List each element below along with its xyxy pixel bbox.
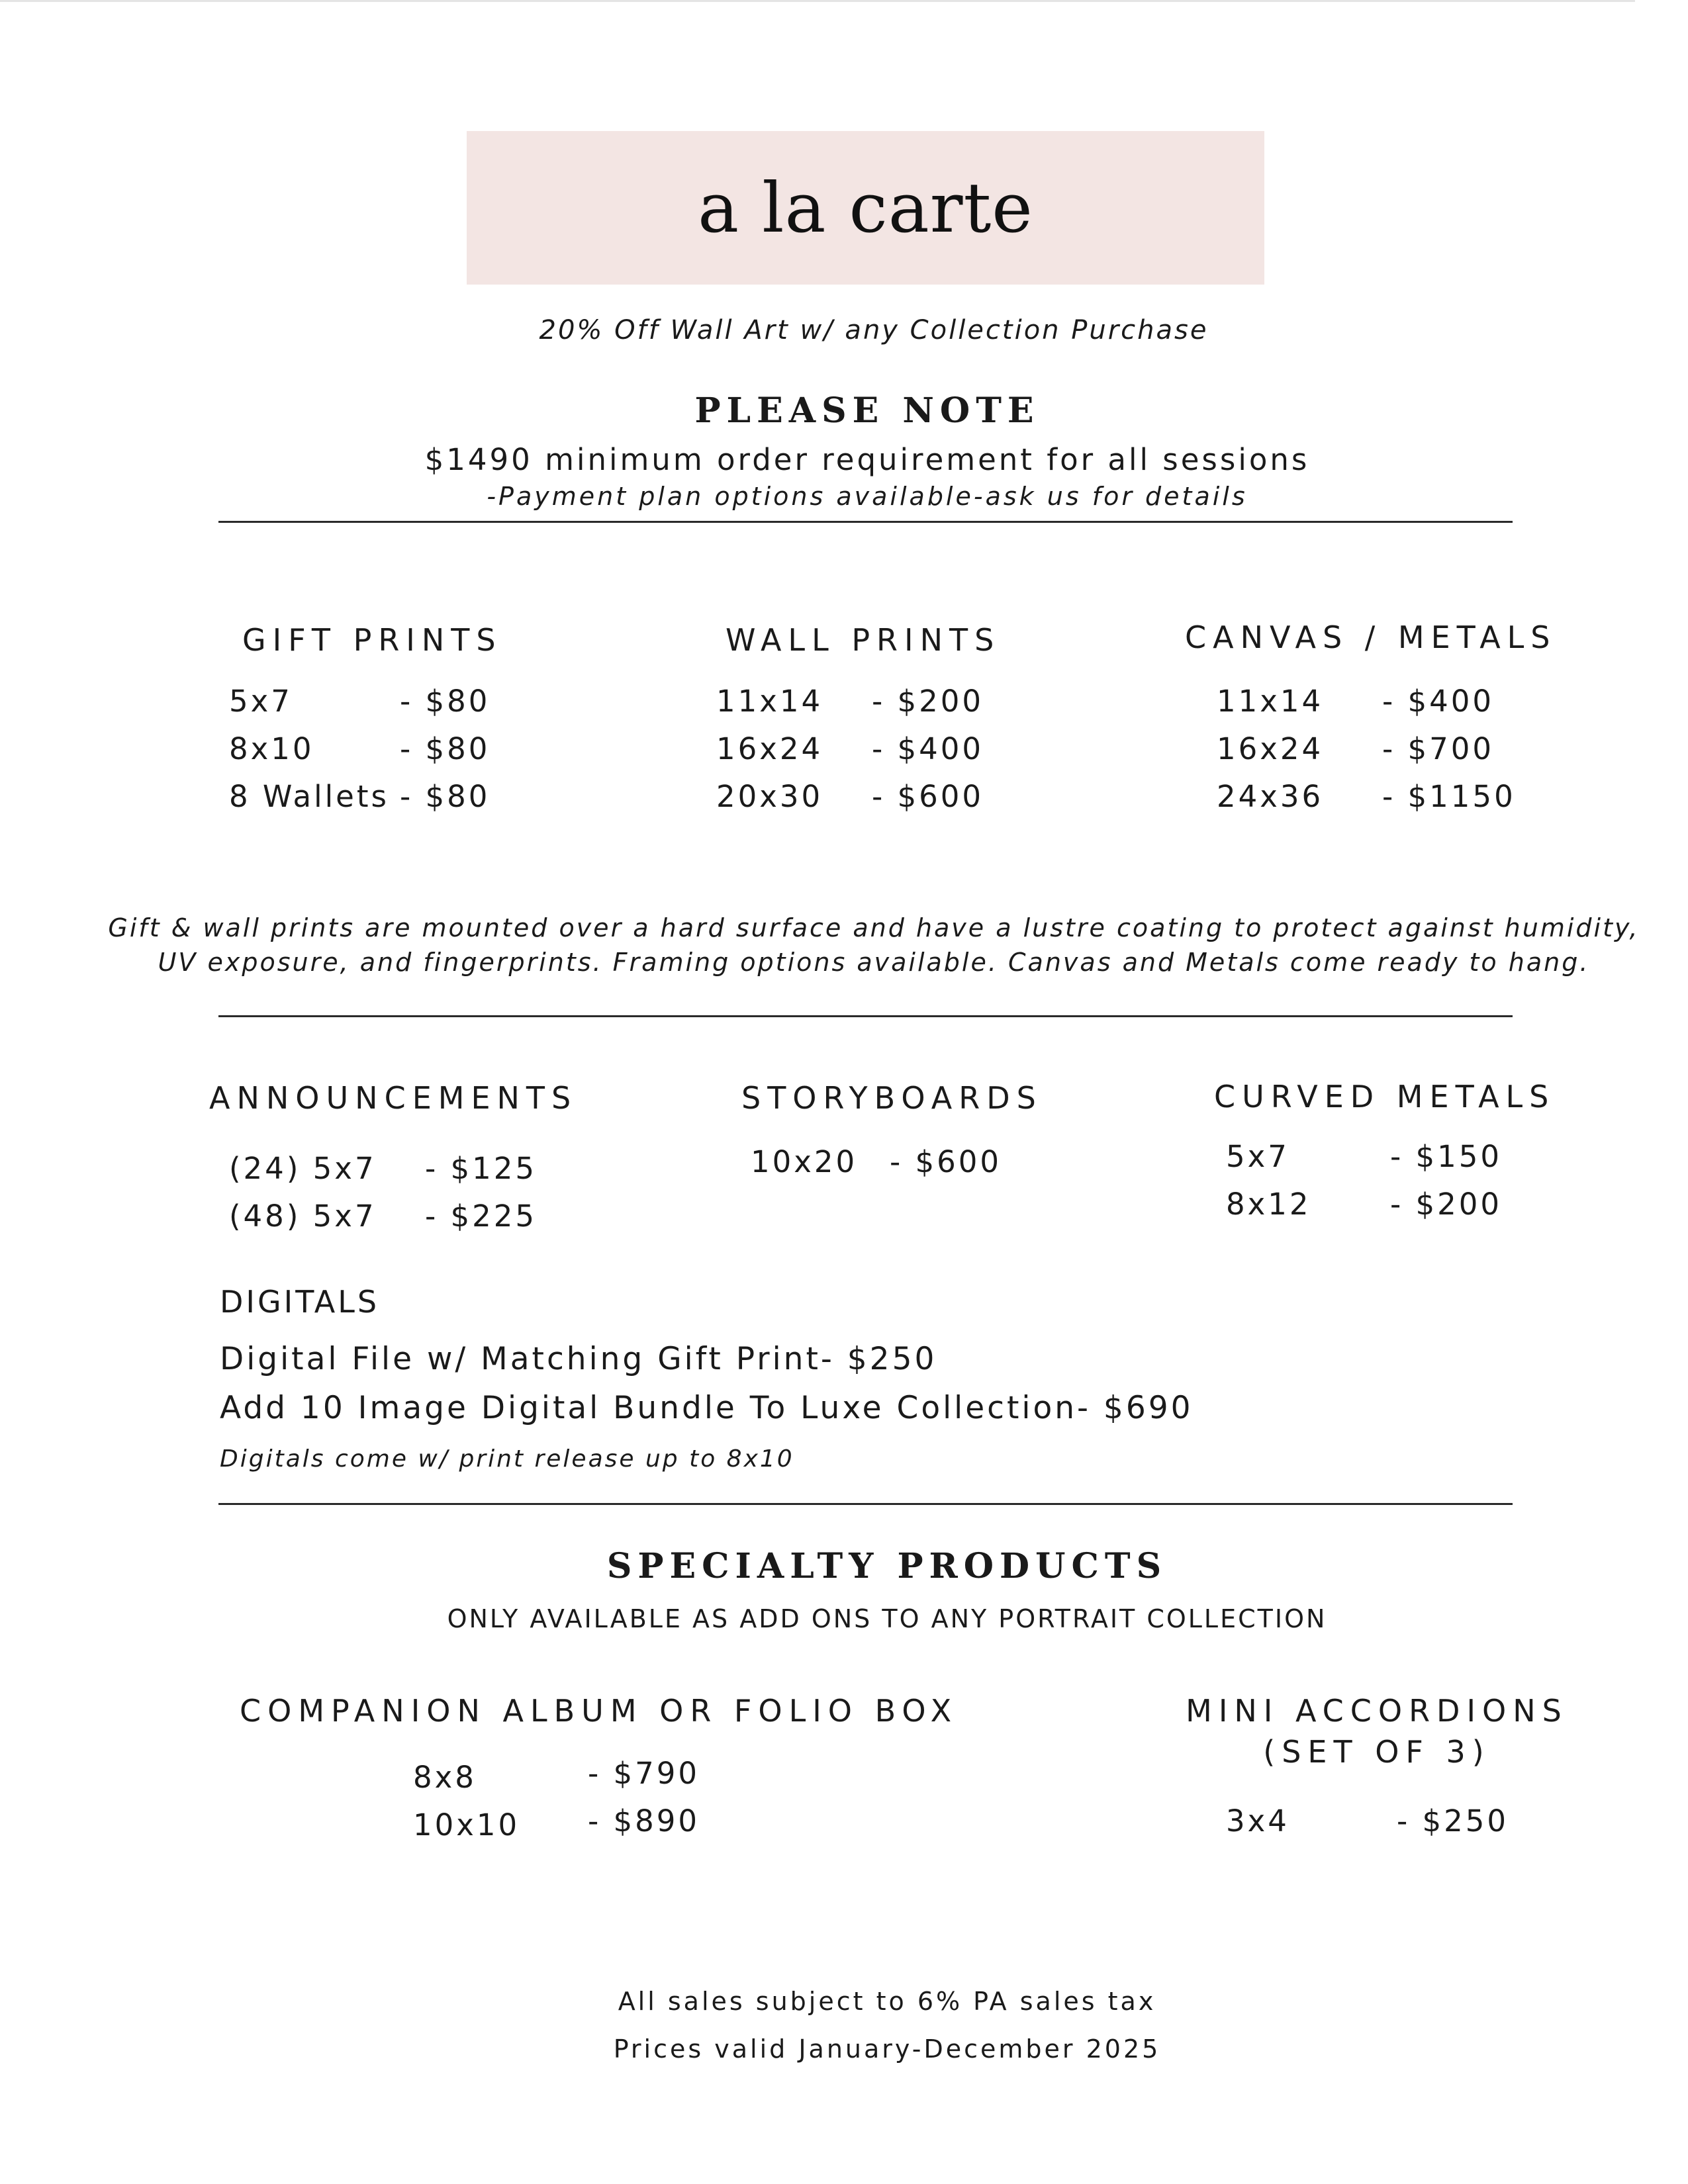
price-label: - $125 [425, 1151, 538, 1186]
gift-prints-list [229, 678, 560, 823]
gift-prints-title: GIFT PRINTS [242, 622, 502, 658]
price-row [413, 1754, 744, 1801]
price-label: - $80 [400, 779, 491, 814]
size-label: 10x10 [413, 1807, 520, 1843]
divider [218, 1015, 1513, 1017]
price-row [1217, 678, 1548, 725]
size-label: 10x20 [751, 1144, 858, 1179]
price-row [229, 1145, 560, 1193]
storyboards-title: STORYBOARDS [741, 1080, 1043, 1116]
size-label: 16x24 [716, 731, 823, 766]
price-label: - $225 [425, 1199, 538, 1234]
size-label: 11x14 [716, 684, 823, 719]
size-label: 8x10 [229, 731, 314, 766]
divider [218, 1503, 1513, 1505]
price-row [229, 773, 560, 821]
size-label: 8x8 [413, 1760, 477, 1795]
announcements-list [229, 1145, 560, 1244]
price-label: - $600 [890, 1144, 1002, 1179]
price-label: - $250 [1397, 1803, 1509, 1839]
price-label: - $400 [1382, 684, 1495, 719]
digitals-note: Digitals come w/ print release up to 8x10 [220, 1445, 794, 1473]
price-row [229, 678, 560, 725]
storyboards-list [751, 1138, 1082, 1191]
mini-accordions-subtitle: (SET OF 3) [1263, 1734, 1491, 1770]
minimum-order-text: $1490 minimum order requirement for all sessions [424, 442, 1310, 477]
announcements-title: ANNOUNCEMENTS [209, 1080, 578, 1116]
specialty-products-heading: SPECIALTY PRODUCTS [606, 1546, 1168, 1586]
price-label: - $600 [872, 779, 984, 814]
price-label: - $150 [1390, 1139, 1503, 1174]
divider [218, 521, 1513, 523]
please-note-heading: PLEASE NOTE [694, 390, 1040, 431]
price-row [413, 1801, 744, 1849]
price-row [1226, 1133, 1557, 1181]
canvas-metals-title: CANVAS / METALS [1185, 619, 1557, 655]
price-row [751, 1138, 1082, 1186]
price-row [1217, 773, 1548, 821]
curved-metals-list [1226, 1133, 1557, 1232]
companion-album-list [413, 1754, 744, 1853]
price-row [229, 1193, 560, 1240]
digital-file-offer: Digital File w/ Matching Gift Print- $250 [220, 1341, 937, 1377]
price-label: - $200 [872, 684, 984, 719]
digitals-title: DIGITALS [220, 1284, 380, 1320]
mini-accordions-list [1226, 1797, 1557, 1850]
price-label: - $80 [400, 684, 491, 719]
canvas-metals-list [1217, 678, 1548, 823]
size-label: 11x14 [1217, 684, 1324, 719]
size-label: 24x36 [1217, 779, 1324, 814]
price-row [716, 725, 1047, 773]
price-row [716, 678, 1047, 725]
size-label: 5x7 [1226, 1139, 1289, 1174]
prints-note-line-1: Gift & wall prints are mounted over a hard surface and have a lustre coating to protect against humidity, [108, 913, 1640, 942]
price-label: - $1150 [1382, 779, 1516, 814]
companion-album-title: COMPANION ALBUM OR FOLIO BOX [240, 1693, 959, 1729]
size-label: 8 Wallets [229, 779, 389, 814]
page-title: a la carte [698, 167, 1033, 248]
page-top-edge [0, 0, 1635, 2]
curved-metals-title: CURVED METALS [1214, 1079, 1556, 1115]
size-label: 20x30 [716, 779, 823, 814]
price-row [1217, 725, 1548, 773]
promo-text: 20% Off Wall Art w/ any Collection Purchase [539, 315, 1209, 345]
price-row [1226, 1181, 1557, 1228]
wall-prints-list [716, 678, 1047, 823]
prices-valid-note: Prices valid January-December 2025 [613, 2034, 1161, 2064]
digital-bundle-offer: Add 10 Image Digital Bundle To Luxe Collection- $690 [220, 1390, 1194, 1426]
size-label: 8x12 [1226, 1187, 1311, 1222]
wall-prints-title: WALL PRINTS [726, 622, 1001, 658]
mini-accordions-title: MINI ACCORDIONS [1186, 1693, 1568, 1729]
size-label: 5x7 [229, 684, 293, 719]
price-label: - $200 [1390, 1187, 1503, 1222]
specialty-products-subheading: ONLY AVAILABLE AS ADD ONS TO ANY PORTRAIT COLLECTION [447, 1604, 1327, 1633]
size-label: 3x4 [1226, 1803, 1289, 1839]
size-label: (48) 5x7 [229, 1199, 377, 1234]
payment-plan-text: -Payment plan options available-ask us for details [487, 482, 1248, 511]
price-label: - $890 [588, 1803, 700, 1839]
price-row [1226, 1797, 1557, 1845]
size-label: 16x24 [1217, 731, 1324, 766]
price-label: - $80 [400, 731, 491, 766]
price-label: - $400 [872, 731, 984, 766]
size-label: (24) 5x7 [229, 1151, 377, 1186]
prints-note-line-2: UV exposure, and fingerprints. Framing options available. Canvas and Metals come ready to hang. [158, 948, 1590, 977]
price-row [716, 773, 1047, 821]
sales-tax-note: All sales subject to 6% PA sales tax [618, 1987, 1156, 2016]
price-row [229, 725, 560, 773]
price-label: - $700 [1382, 731, 1495, 766]
price-label: - $790 [588, 1756, 700, 1791]
title-banner [467, 131, 1264, 285]
